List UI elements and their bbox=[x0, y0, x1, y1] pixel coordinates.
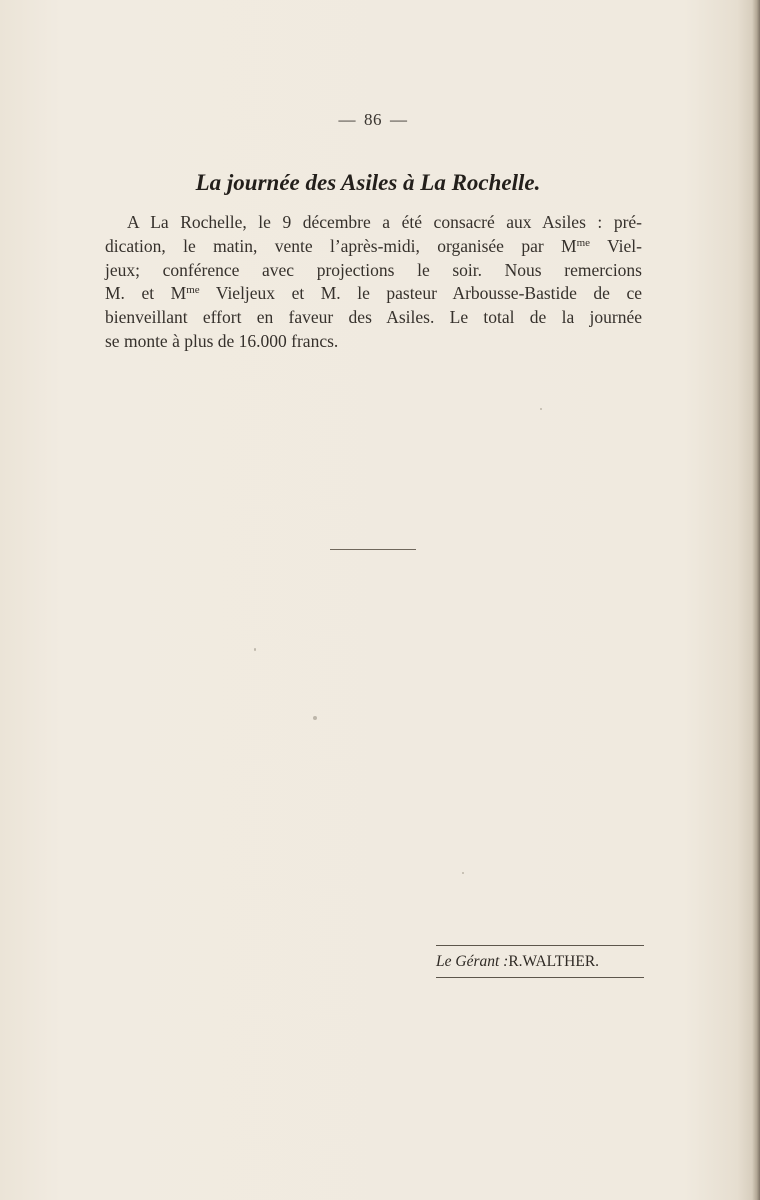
page-edge-shadow bbox=[752, 0, 760, 1200]
paragraph-line: A La Rochelle, le 9 décembre a été consacré aux Asiles : pré- bbox=[127, 212, 642, 232]
page-number-value: 86 bbox=[364, 110, 382, 129]
paper-speck bbox=[540, 408, 542, 410]
page-number-dash-right: — bbox=[390, 110, 408, 129]
signature-label: Le Gérant : bbox=[436, 953, 509, 970]
paper-speck bbox=[313, 716, 317, 720]
article-body bbox=[105, 211, 642, 354]
paragraph-line: se monte à plus de 16.000 francs. bbox=[105, 330, 339, 351]
signature-block bbox=[436, 945, 644, 978]
signature-text bbox=[436, 946, 644, 977]
page-number-dash-left: — bbox=[338, 110, 356, 129]
paragraph-line: M. et $M^{me}$ Vieljeux et M. le pasteur Arbousse-Bastide de ce bbox=[105, 283, 642, 304]
paper-speck bbox=[254, 648, 256, 651]
paragraph-line: bienveillant effort en faveur des Asiles. Le total de la journée bbox=[105, 307, 642, 328]
article-title: La journée des Asiles à La Rochelle. bbox=[195, 170, 541, 195]
paragraph-line: dication, le matin, vente l’après-midi, organisée par $M^{me}$ Viel- bbox=[105, 235, 642, 256]
page-number bbox=[0, 110, 746, 130]
paragraph-line: jeux; conférence avec projections le soir. Nous remercions bbox=[105, 259, 642, 280]
paper-speck bbox=[462, 872, 464, 874]
signature-rule-bottom bbox=[436, 977, 644, 978]
signature-name: R.WALTHER. bbox=[508, 953, 600, 970]
section-separator-rule bbox=[330, 549, 416, 550]
